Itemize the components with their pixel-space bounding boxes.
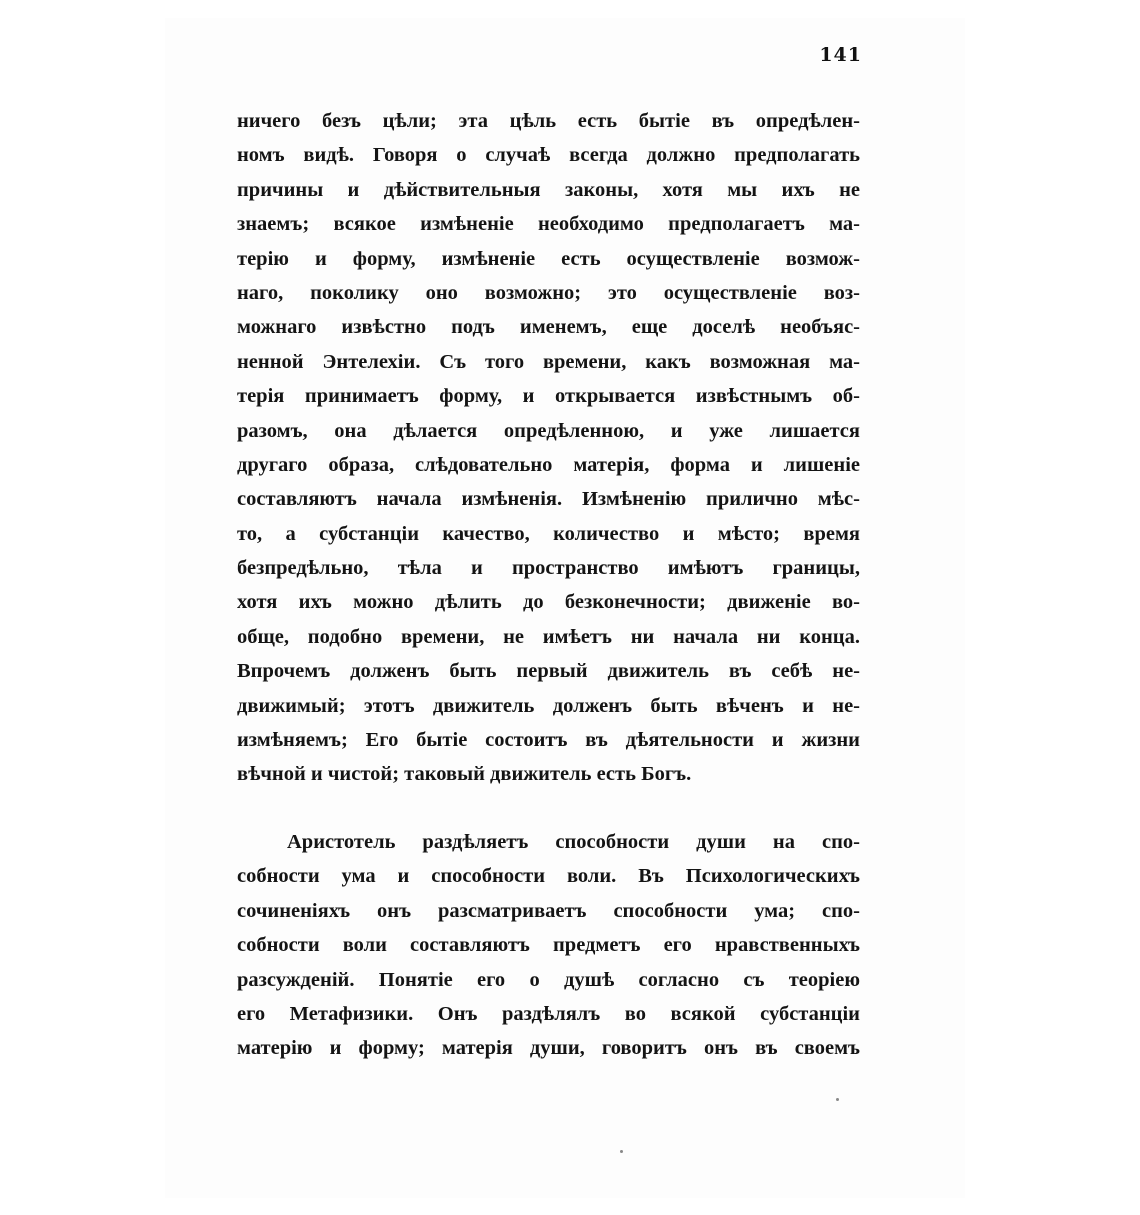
- page-number: 141: [819, 44, 862, 66]
- text-line: вѣчной и чистой; таковый движитель есть Богъ.: [237, 763, 692, 786]
- text-line: его Метафизики. Онъ раздѣлялъ во всякой субстанціи: [237, 1002, 860, 1025]
- paragraph-2: [237, 825, 860, 1066]
- text-line: безпредѣльно, тѣла и пространство имѣютъ границы,: [237, 557, 860, 580]
- text-line: то, а субстанціи качество, количество и мѣсто; время: [237, 522, 860, 545]
- paragraph-1: [237, 104, 860, 792]
- text-line: Аристотель раздѣляетъ способности души на спо-: [287, 831, 860, 853]
- text-line: сочиненіяхъ онъ разсматриваетъ способности ума; спо-: [237, 899, 860, 922]
- text-line: знаемъ; всякое измѣненіе необходимо предполагаетъ ма-: [237, 213, 860, 236]
- text-line: можнаго извѣстно подъ именемъ, еще доселѣ необъяс-: [237, 316, 860, 339]
- text-line: Впрочемъ долженъ быть первый движитель въ себѣ не-: [237, 660, 860, 683]
- text-line: терія принимаетъ форму, и открывается извѣстнымъ об-: [237, 385, 860, 408]
- text-line: собности ума и способности воли. Въ Психологическихъ: [237, 865, 860, 888]
- paper-speck: [620, 1150, 623, 1153]
- text-line: разомъ, она дѣлается опредѣленною, и уже лишается: [237, 419, 860, 442]
- text-line: разсужденій. Понятіе его о душѣ согласно съ теоріею: [237, 968, 860, 991]
- text-line: обще, подобно времени, не имѣетъ ни начала ни конца.: [237, 625, 860, 648]
- text-line: хотя ихъ можно дѣлить до безконечности; движеніе во-: [237, 591, 860, 614]
- text-line: наго, поколику оно возможно; это осуществленіе воз-: [237, 281, 860, 304]
- text-line: другаго образа, слѣдовательно матерія, форма и лишеніе: [237, 453, 860, 476]
- text-line: ненной Энтелехіи. Съ того времени, какъ возможная ма-: [237, 350, 860, 373]
- text-line: измѣняемъ; Его бытіе состоитъ въ дѣятельности и жизни: [237, 729, 860, 752]
- paper-speck: [836, 1098, 839, 1101]
- text-line: матерію и форму; матерія души, говоритъ онъ въ своемъ: [237, 1037, 860, 1060]
- text-line: терію и форму, измѣненіе есть осуществленіе возмож-: [237, 247, 860, 270]
- text-line: движимый; этотъ движитель долженъ быть вѣченъ и не-: [237, 694, 860, 717]
- text-line: номъ видѣ. Говоря о случаѣ всегда должно предполагать: [237, 144, 860, 167]
- text-line: ничего безъ цѣли; эта цѣль есть бытіе въ опредѣлен-: [237, 110, 860, 132]
- text-line: собности воли составляютъ предметъ его нравственныхъ: [237, 934, 860, 957]
- text-line: причины и дѣйствительныя законы, хотя мы ихъ не: [237, 178, 860, 201]
- text-line: составляютъ начала измѣненія. Измѣненію прилично мѣс-: [237, 488, 860, 511]
